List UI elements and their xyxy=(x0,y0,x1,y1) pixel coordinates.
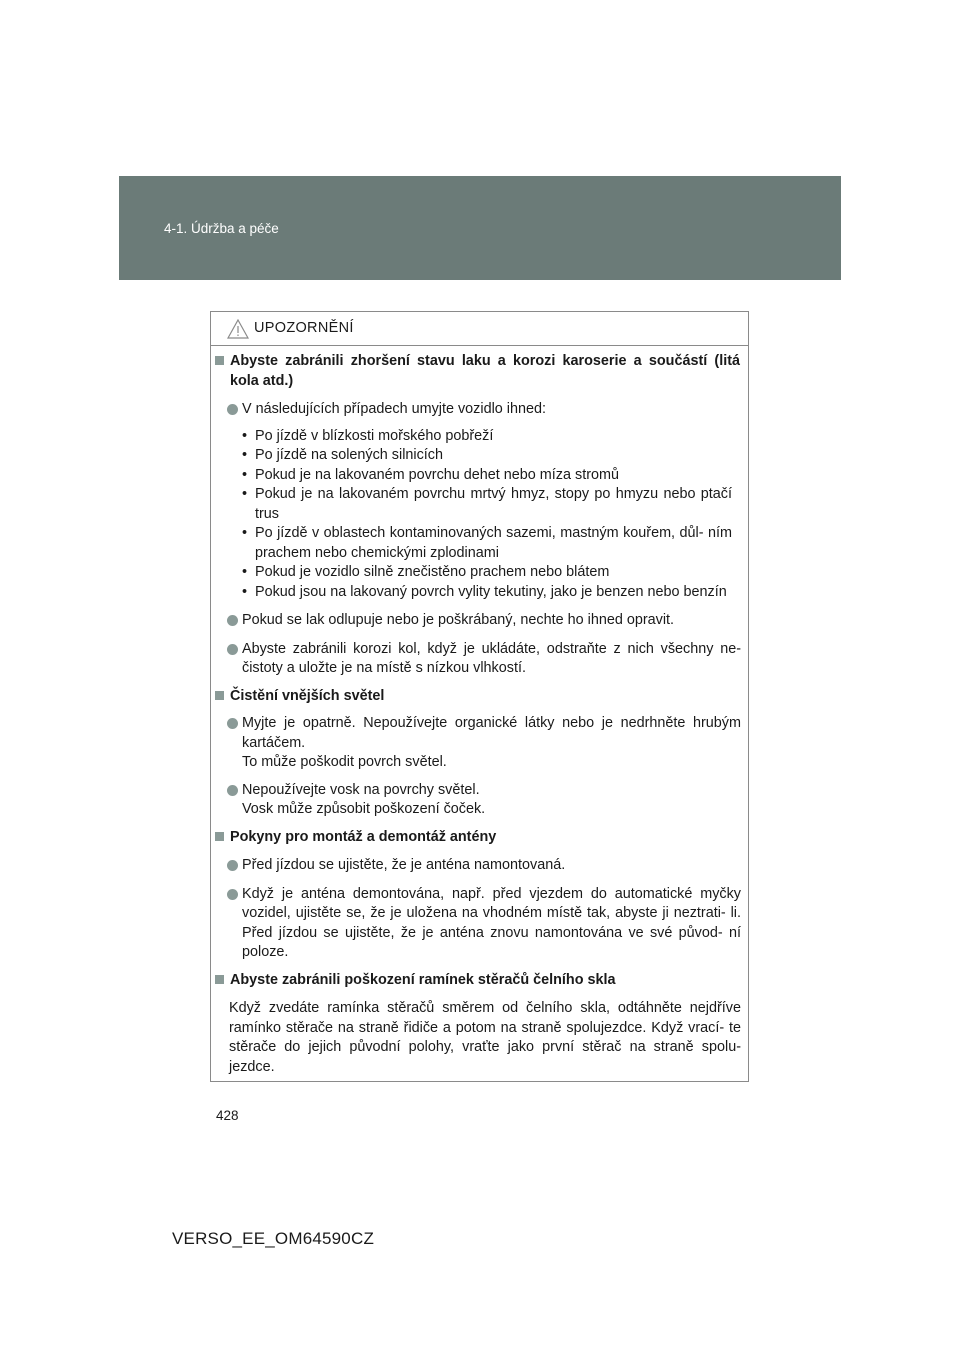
item-text: V následujících případech umyjte vozidlo ihned: xyxy=(242,401,546,417)
bullet-item: • Po jízdě na solených silnicích xyxy=(242,447,443,463)
list-item xyxy=(211,781,748,820)
list-item xyxy=(211,856,748,876)
circle-bullet-icon xyxy=(227,785,238,796)
bullet-list xyxy=(211,427,748,603)
bullet-item: • Pokud je na lakovaném povrchu mrtvý hmyz, stopy po hmyzu nebo ptačí trus xyxy=(242,486,732,522)
bullet-text: Pokud je na lakovaném povrchu mrtvý hmyz, stopy po hmyzu nebo ptačí trus xyxy=(255,486,732,522)
square-bullet-icon xyxy=(215,832,224,841)
warning-header xyxy=(211,312,748,346)
item-text: To může poškodit povrch světel. xyxy=(242,754,447,770)
circle-bullet-icon xyxy=(227,644,238,655)
section-heading xyxy=(212,828,748,848)
section-heading xyxy=(212,971,748,991)
bullet-item: • Pokud jsou na lakovaný povrch vylity tekutiny, jako je benzen nebo benzín xyxy=(242,583,727,600)
item-text: Vosk může způsobit poškození čoček. xyxy=(242,801,486,817)
square-bullet-icon xyxy=(215,975,224,984)
heading-text: Čistění vnějších světel xyxy=(230,687,385,704)
circle-bullet-icon xyxy=(227,404,238,415)
item-text: Abyste zabránili korozi kol, když je ukládáte, odstraňte z nich všechny ne- čistoty a uložte je na místě s nízkou vlhkostí. xyxy=(242,640,741,676)
bullet-text: Po jízdě v blízkosti mořského pobřeží xyxy=(255,427,494,444)
section-heading xyxy=(212,687,748,707)
list-item xyxy=(211,885,748,963)
warning-content xyxy=(211,346,748,1077)
heading-text: Abyste zabránili zhoršení stavu laku a korozi karoserie a součástí (litá kola atd.) xyxy=(230,353,740,389)
bullet-text: Po jízdě na solených silnicích xyxy=(255,447,443,463)
warning-box xyxy=(210,311,749,1082)
section-heading xyxy=(212,352,748,391)
circle-bullet-icon xyxy=(227,889,238,900)
item-text: Myjte je opatrně. Nepoužívejte organické látky nebo je nedrhněte hrubým kartáčem. xyxy=(242,715,741,751)
bullet-item: • Po jízdě v oblastech kontaminovaných sazemi, mastným kouřem, důl- ním prachem nebo chemickými zplodinami xyxy=(242,525,732,561)
header-band xyxy=(119,176,841,280)
bullet-item: • Pokud je na lakovaném povrchu dehet nebo míza stromů xyxy=(242,466,619,483)
circle-bullet-icon xyxy=(227,615,238,626)
item-text: Před jízdou se ujistěte, že je anténa namontovaná. xyxy=(242,857,566,873)
list-item xyxy=(211,714,748,773)
page-number: 428 xyxy=(216,1108,239,1123)
bullet-text: Po jízdě v oblastech kontaminovaných sazemi, mastným kouřem, důl- ním prachem nebo chemickými zplodinami xyxy=(255,525,732,561)
list-item xyxy=(211,640,748,679)
item-text: Pokud se lak odlupuje nebo je poškrábaný, nechte ho ihned opravit. xyxy=(242,612,675,628)
bullet-text: Pokud je na lakovaném povrchu dehet nebo míza stromů xyxy=(255,466,619,483)
warning-title: UPOZORNĚNÍ xyxy=(254,320,354,336)
square-bullet-icon xyxy=(215,356,224,365)
document-id: VERSO_EE_OM64590CZ xyxy=(172,1229,375,1248)
heading-text: Pokyny pro montáž a demontáž antény xyxy=(230,828,497,845)
item-text: Když je anténa demontována, např. před vjezdem do automatické myčky vozidel, ujistěte se, že je uložena na vhodném místě tak, abyste ji neztrati- li. Před jízdou se ujistěte, že je anténa znovu namontována ve své původ- ní poloze. xyxy=(242,885,741,960)
bullet-item: • Pokud je vozidlo silně znečistěno prachem nebo blátem xyxy=(242,564,610,580)
bullet-item: • Po jízdě v blízkosti mořského pobřeží xyxy=(242,427,494,444)
warning-triangle-icon xyxy=(227,319,249,339)
bullet-text: Pokud je vozidlo silně znečistěno prachem nebo blátem xyxy=(255,564,610,580)
section-title: 4-1. Údržba a péče xyxy=(164,221,279,236)
paragraph: Když zvedáte ramínka stěračů směrem od čelního skla, odtáhněte nejdříve ramínko stěrače na straně řidiče a potom na straně spolujezdce. Když vrací- te stěrače do jejich původní polohy, vraťte jako první stěrač na straně spolu- jezdce. xyxy=(229,1000,741,1075)
square-bullet-icon xyxy=(215,691,224,700)
heading-text: Abyste zabránili poškození ramínek stěračů čelního skla xyxy=(230,971,616,988)
bullet-text: Pokud jsou na lakovaný povrch vylity tekutiny, jako je benzen nebo benzín xyxy=(255,583,727,600)
circle-bullet-icon xyxy=(227,718,238,729)
circle-bullet-icon xyxy=(227,860,238,871)
list-item xyxy=(211,400,748,420)
list-item xyxy=(211,611,748,631)
item-text: Nepoužívejte vosk na povrchy světel. xyxy=(242,781,480,798)
